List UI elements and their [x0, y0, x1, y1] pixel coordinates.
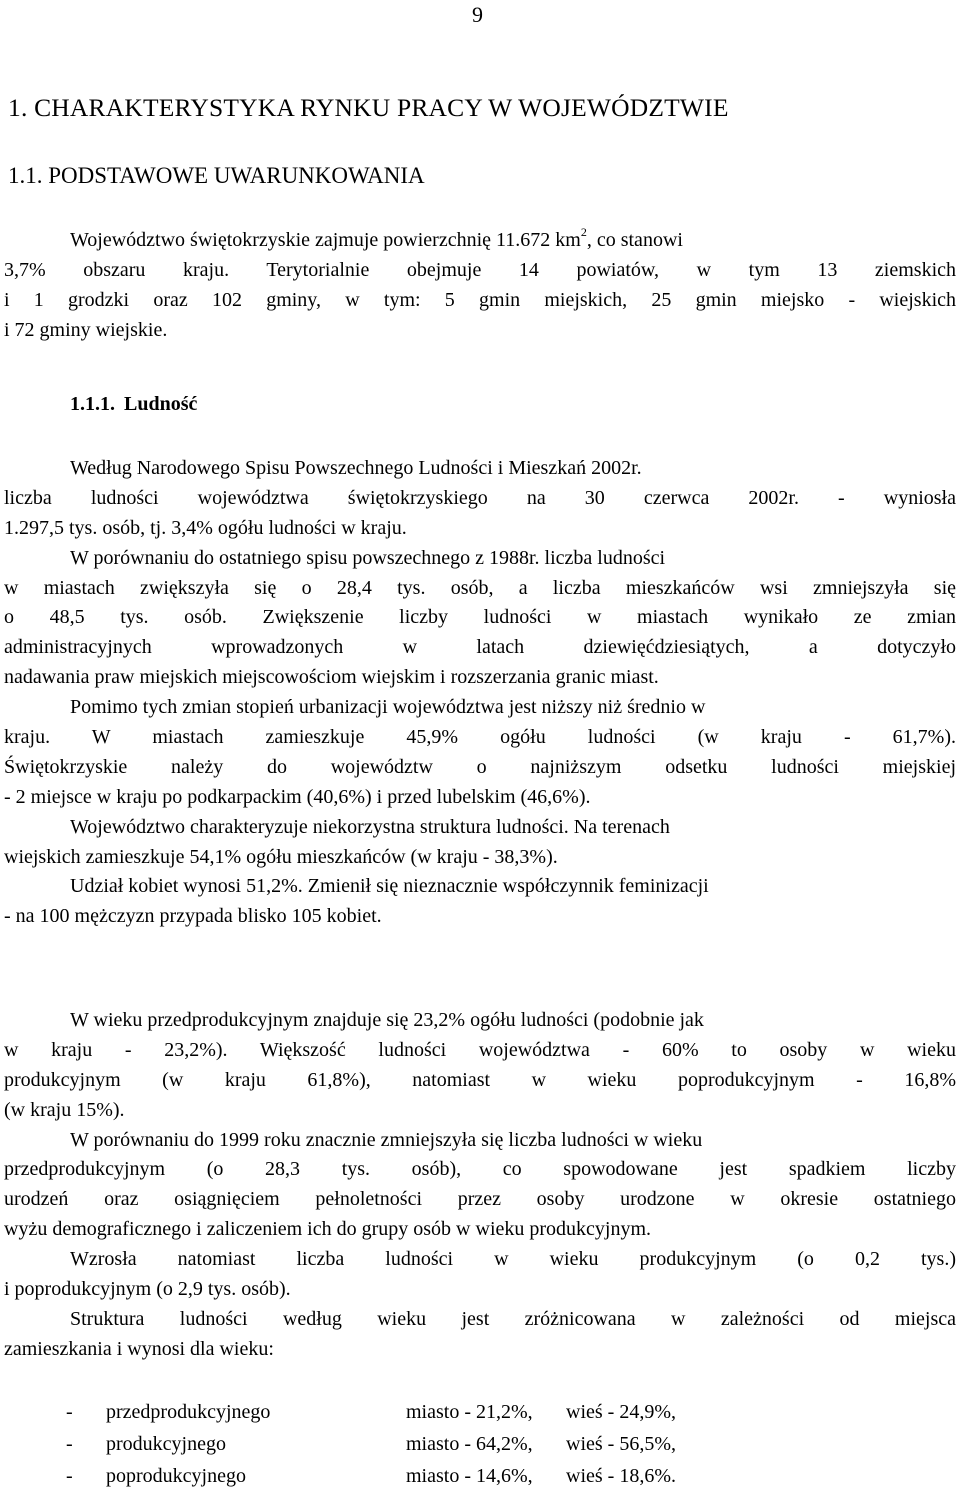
- body-line: nadawania praw miejskich miejscowościom wiejskim i rozszerzania granic miast.: [4, 666, 659, 689]
- body-line: kraju. W miastach zamieszkuje 45,9% ogółu ludności (w kraju - 61,7%).: [4, 726, 956, 749]
- body-line: - na 100 mężczyzn przypada blisko 105 kobiet.: [4, 905, 382, 928]
- body-line: zamieszkania i wynosi dla wieku:: [4, 1337, 274, 1360]
- body-line: i poprodukcyjnym (o 2,9 tys. osób).: [4, 1278, 291, 1301]
- body-line: (w kraju 15%).: [4, 1098, 125, 1121]
- chapter-heading: 1. CHARAKTERYSTYKA RYNKU PRACY W WOJEWÓDZTWIE: [8, 93, 729, 122]
- body-line: W wieku przedprodukcyjnym znajduje się 23,2% ogółu ludności (podobnie jak: [70, 1009, 704, 1031]
- body-line: Według Narodowego Spisu Powszechnego Ludności i Mieszkań 2002r.: [70, 457, 642, 479]
- subsection-heading: [70, 393, 197, 416]
- intro-line-3: i 1 grodzki oraz 102 gminy, w tym: 5 gmin miejskich, 25 gmin miejsko - wiejskich: [4, 288, 956, 311]
- body-line: produkcyjnym (w kraju 61,8%), natomiast w wieku poprodukcyjnym - 16,8%: [4, 1068, 956, 1091]
- subsection-title: Ludność: [124, 393, 198, 415]
- list-item: - produkcyjnego miasto - 64,2%, wieś - 56,5%,: [66, 1433, 676, 1455]
- list-item: - poprodukcyjnego miasto - 14,6%, wieś - 18,6%.: [66, 1465, 676, 1487]
- age-structure-list: [66, 1396, 676, 1492]
- intro-paragraph: [4, 226, 956, 346]
- intro-line-4: i 72 gminy wiejskie.: [4, 318, 168, 341]
- body-line: liczba ludności województwa świętokrzyskiego na 30 czerwca 2002r. - wyniosła: [4, 486, 956, 509]
- body-line: Udział kobiet wynosi 51,2%. Zmienił się nieznacznie współczynnik feminizacji: [70, 875, 709, 898]
- body-line: 1.297,5 tys. osób, tj. 3,4% ogółu ludności w kraju.: [4, 516, 407, 539]
- body-line: przedprodukcyjnym (o 28,3 tys. osób), co spowodowane jest spadkiem liczby: [4, 1158, 956, 1181]
- subsection-number: 1.1.1.: [70, 393, 115, 415]
- superscript-2: 2: [580, 225, 587, 239]
- body-line: Wzrosła natomiast liczba ludności w wieku produkcyjnym (o 0,2 tys.): [70, 1248, 956, 1271]
- list-item: - przedprodukcyjnego miasto - 21,2%, wieś - 24,9%,: [66, 1401, 676, 1423]
- age-structure-paragraphs: [4, 1006, 956, 1365]
- intro-line-1: Województwo świętokrzyskie zajmuje powierzchnię 11.672 $km^2$, co stanowi: [70, 225, 683, 251]
- body-line: Województwo charakteryzuje niekorzystna struktura ludności. Na terenach: [70, 815, 670, 838]
- body-line: - 2 miejsce w kraju po podkarpackim (40,6%) i przed lubelskim (46,6%).: [4, 785, 591, 808]
- body-line: o 48,5 tys. osób. Zwiększenie liczby ludności w miastach wynikało ze zmian: [4, 606, 956, 629]
- page-number: 9: [472, 2, 483, 27]
- section-heading: 1.1. PODSTAWOWE UWARUNKOWANIA: [8, 163, 425, 188]
- intro-line-2: 3,7% obszaru kraju. Terytorialnie obejmuje 14 powiatów, w tym 13 ziemskich: [4, 258, 956, 281]
- body-line: administracyjnych wprowadzonych w latach dziewięćdziesiątych, a dotyczyło: [4, 636, 956, 659]
- body-line: urodzeń oraz osiągnięciem pełnoletności przez osoby urodzone w okresie ostatniego: [4, 1188, 956, 1211]
- body-line: wyżu demograficznego i zaliczeniem ich do grupy osób w wieku produkcyjnym.: [4, 1218, 652, 1241]
- body-line: Pomimo tych zmian stopień urbanizacji województwa jest niższy niż średnio w: [70, 696, 706, 719]
- body-line: w miastach zwiększyła się o 28,4 tys. osób, a liczba mieszkańców wsi zmniejszyła się: [4, 576, 956, 599]
- body-line: w kraju - 23,2%). Większość ludności województwa - 60% to osoby w wieku: [4, 1038, 956, 1061]
- body-line: W porównaniu do ostatniego spisu powszechnego z 1988r. liczba ludności: [70, 546, 666, 569]
- body-line: wiejskich zamieszkuje 54,1% ogółu mieszkańców (w kraju - 38,3%).: [4, 845, 558, 868]
- body-line: Struktura ludności według wieku jest zróżnicowana w zależności od miejsca: [70, 1307, 956, 1330]
- body-line: Świętokrzyskie należy do województw o najniższym odsetku ludności miejskiej: [4, 755, 956, 778]
- body-paragraphs: [4, 454, 956, 932]
- body-line: W porównaniu do 1999 roku znacznie zmniejszyła się liczba ludności w wieku: [70, 1128, 703, 1151]
